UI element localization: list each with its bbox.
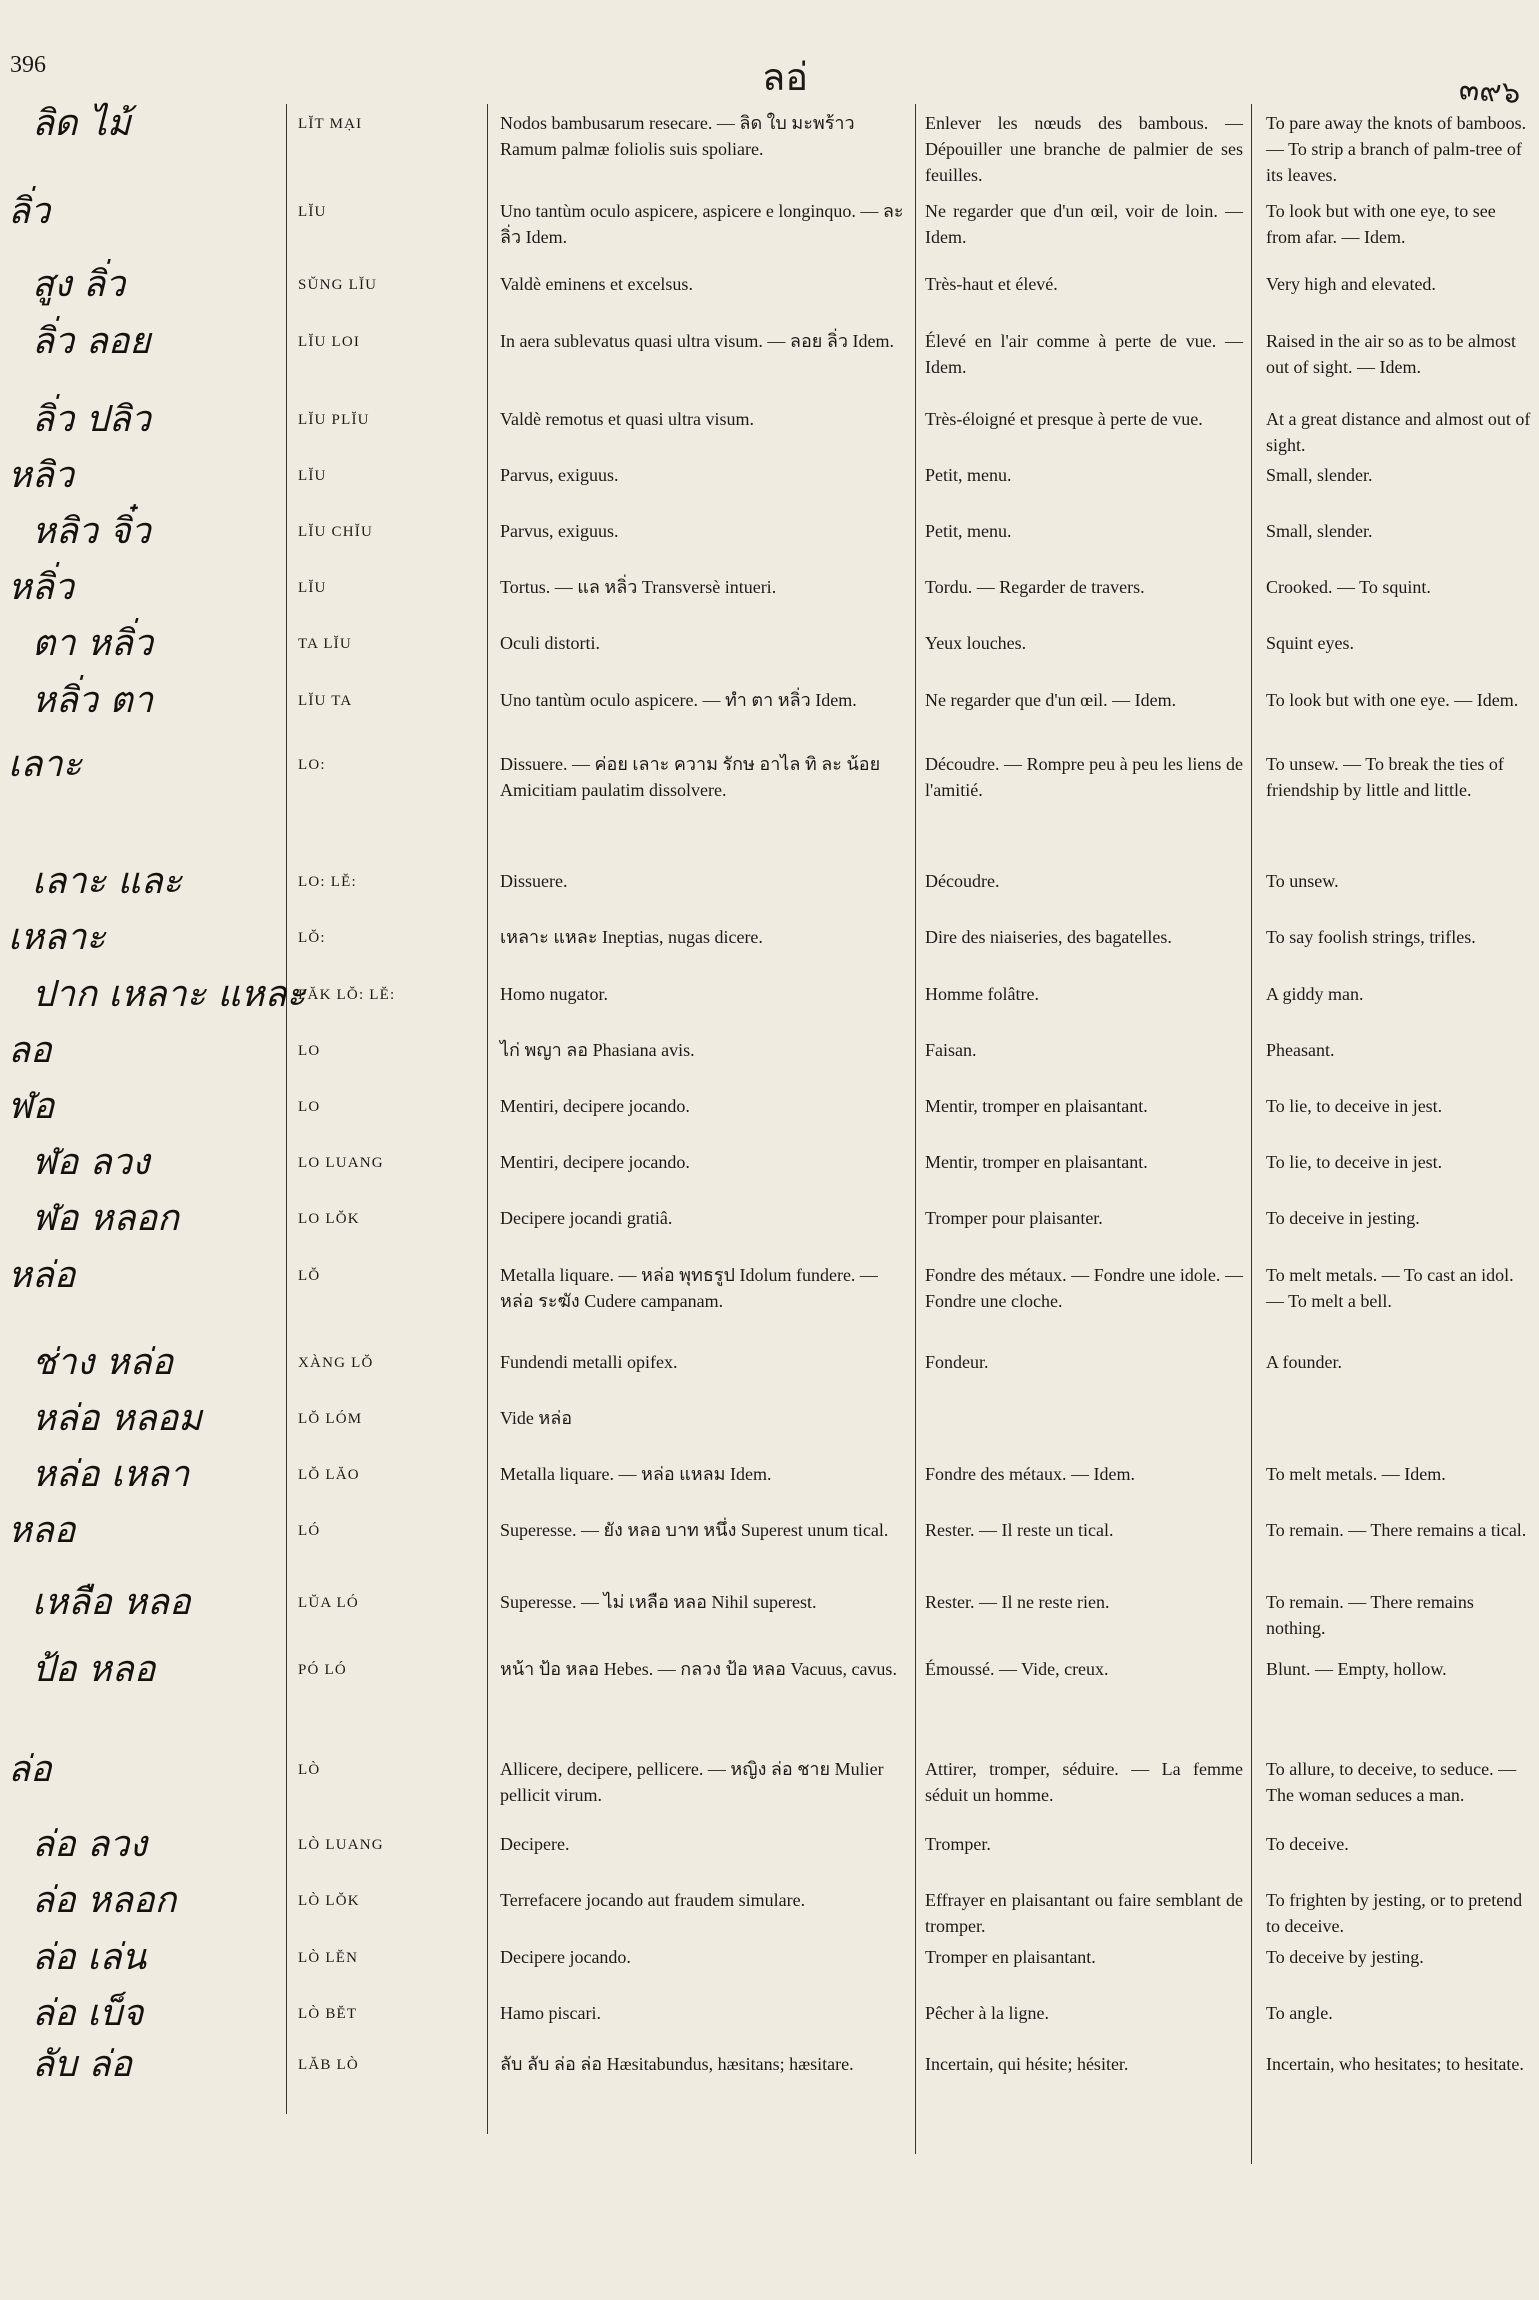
thai-headword: ลับ ล่อ [32, 2044, 133, 2085]
romanization: SŬNG LĬU [298, 277, 378, 293]
romanization: LŎ: [298, 930, 326, 946]
english-definition: To deceive. [1266, 1834, 1349, 1854]
french-definition: Faisan. [925, 1040, 977, 1060]
thai-headword: เหลาะ [8, 917, 106, 958]
latin-definition: Dissuere. — ค่อย เลาะ ความ รักษ อาไล ทิ ละ น้อย Amicitiam paulatim dissolvere. [500, 754, 881, 800]
latin-definition: ลับ ลับ ล่อ ล่อ Hæsitabundus, hæsitans; hæsitare. [500, 2054, 854, 2074]
english-definition: To look but with one eye. — Idem. [1266, 690, 1519, 710]
column-rule [915, 104, 916, 2154]
english-definition: To melt metals. — Idem. [1266, 1464, 1446, 1484]
latin-definition: เหลาะ แหละ Ineptias, nugas dicere. [500, 927, 763, 947]
thai-headword: ล่อ เล่น [32, 1937, 147, 1978]
french-definition: Découdre. — Rompre peu à peu les liens de l'amitié. [925, 754, 1243, 800]
english-definition: To remain. — There remains nothing. [1266, 1592, 1474, 1638]
french-definition: Fondre des métaux. — Fondre une idole. — Fondre une cloche. [925, 1265, 1243, 1311]
latin-definition: Homo nugator. [500, 984, 608, 1004]
french-definition: Très-éloigné et presque à perte de vue. [925, 409, 1203, 429]
english-definition: A giddy man. [1266, 984, 1364, 1004]
french-definition: Tordu. — Regarder de travers. [925, 577, 1145, 597]
romanization: LO LŎK [298, 1211, 360, 1227]
french-definition: Tromper pour plaisanter. [925, 1208, 1103, 1228]
latin-definition: Hamo piscari. [500, 2003, 601, 2023]
latin-definition: Superesse. — ไม่ เหลือ หลอ Nihil superest. [500, 1592, 817, 1612]
latin-definition: Allicere, decipere, pellicere. — หญิง ล่อ ชาย Mulier pellicit virum. [500, 1759, 884, 1805]
romanization: LO: LĔ: [298, 874, 357, 890]
romanization: LÒ LĔN [298, 1950, 359, 1966]
thai-headword: ปาก เหลาะ แหละ [32, 974, 306, 1015]
english-definition: To angle. [1266, 2003, 1333, 2023]
french-definition: Enlever les nœuds des bambous. — Dépouiller une branche de palmier de ses feuilles. [925, 113, 1243, 185]
french-definition: Rester. — Il reste un tical. [925, 1520, 1114, 1540]
thai-headword: ลิด ไม้ [32, 103, 131, 144]
romanization: LŎ [298, 1268, 321, 1284]
french-definition: Homme folâtre. [925, 984, 1039, 1004]
english-definition: To allure, to deceive, to seduce. — The woman seduces a man. [1266, 1759, 1517, 1805]
french-definition: Incertain, qui hésite; hésiter. [925, 2054, 1129, 2074]
thai-headword: ล่อ ลวง [32, 1824, 147, 1865]
english-definition: To unsew. [1266, 871, 1339, 891]
thai-headword: หลิว จิ๋ว [32, 511, 151, 552]
french-definition: Fondeur. [925, 1352, 989, 1372]
romanization: LŎ LĂO [298, 1467, 360, 1483]
english-definition: To lie, to deceive in jest. [1266, 1096, 1443, 1116]
latin-definition: Parvus, exiguus. [500, 521, 619, 541]
french-definition: Tromper. [925, 1834, 991, 1854]
thai-headword: ช่าง หล่อ [32, 1342, 174, 1383]
english-definition: Small, slender. [1266, 465, 1373, 485]
thai-headword: ล่อ หลอก [32, 1880, 177, 1921]
french-definition: Mentir, tromper en plaisantant. [925, 1152, 1148, 1172]
english-definition: To look but with one eye, to see from afar. — Idem. [1266, 201, 1496, 247]
english-definition: A founder. [1266, 1352, 1342, 1372]
english-definition: To lie, to deceive in jest. [1266, 1152, 1443, 1172]
romanization: LĬU [298, 204, 327, 220]
page-number: 396 [10, 52, 46, 78]
romanization: LO [298, 1043, 321, 1059]
thai-headword: หล่อ เหลา [32, 1454, 190, 1495]
english-definition: Crooked. — To squint. [1266, 577, 1431, 597]
french-definition: Petit, menu. [925, 521, 1012, 541]
english-definition: Incertain, who hesitates; to hesitate. [1266, 2054, 1524, 2074]
romanization: LĬU TA [298, 693, 353, 709]
latin-definition: Oculi distorti. [500, 633, 600, 653]
english-definition: To pare away the knots of bamboos. — To strip a branch of palm-tree of its leaves. [1266, 113, 1527, 185]
english-definition: Blunt. — Empty, hollow. [1266, 1659, 1447, 1679]
thai-headword: ลิ่ว [8, 191, 51, 232]
latin-definition: Decipere jocando. [500, 1947, 631, 1967]
thai-headword: หล่อ หลอม [32, 1398, 202, 1439]
latin-definition: Vide หล่อ [500, 1408, 573, 1428]
french-definition: Effrayer en plaisantant ou faire semblant de tromper. [925, 1890, 1243, 1936]
thai-headword: หลิว [8, 455, 75, 496]
latin-definition: Tortus. — แล หลิ่ว Transversè intueri. [500, 577, 777, 597]
thai-headword: ลอ [8, 1030, 52, 1071]
english-definition: To melt metals. — To cast an idol. — To melt a bell. [1266, 1265, 1514, 1311]
english-definition: To unsew. — To break the ties of friendship by little and little. [1266, 754, 1504, 800]
latin-definition: หน้า ป้อ หลอ Hebes. — กลวง ป้อ หลอ Vacuus, cavus. [500, 1659, 897, 1679]
thai-headword: เลาะ [8, 744, 82, 785]
latin-definition: Superesse. — ยัง หลอ บาท หนึ่ง Superest unum tical. [500, 1520, 889, 1540]
english-definition: Very high and elevated. [1266, 274, 1436, 294]
thai-headword: สูง ลิ่ว [32, 264, 126, 305]
romanization: LO: [298, 757, 326, 773]
thai-headword: ฬอ ลวง [32, 1142, 150, 1183]
romanization: LÒ BĔT [298, 2006, 358, 2022]
thai-headword: ฬอ [8, 1086, 55, 1127]
latin-definition: Decipere. [500, 1834, 570, 1854]
english-definition: Squint eyes. [1266, 633, 1354, 653]
french-definition: Pêcher à la ligne. [925, 2003, 1049, 2023]
latin-definition: Metalla liquare. — หล่อ แหลม Idem. [500, 1464, 772, 1484]
english-definition: To frighten by jesting, or to pretend to deceive. [1266, 1890, 1523, 1936]
romanization: LĬU LOI [298, 334, 361, 350]
english-definition: To deceive in jesting. [1266, 1208, 1420, 1228]
french-definition: Yeux louches. [925, 633, 1027, 653]
french-definition: Rester. — Il ne reste rien. [925, 1592, 1110, 1612]
french-definition: Attirer, tromper, séduire. — La femme séduit un homme. [925, 1759, 1243, 1805]
romanization: LĬU [298, 580, 327, 596]
romanization: LÒ LŎK [298, 1893, 360, 1909]
column-rule [286, 104, 287, 2114]
latin-definition: Terrefacere jocando aut fraudem simulare. [500, 1890, 806, 1910]
thai-headword: ป้อ หลอ [32, 1649, 156, 1690]
romanization: LO LUANG [298, 1155, 384, 1171]
english-definition: Pheasant. [1266, 1040, 1335, 1060]
romanization: XÀNG LŎ [298, 1355, 374, 1371]
thai-headword: ล่อ เบ็จ [32, 1993, 144, 2034]
latin-definition: Metalla liquare. — หล่อ พุทธรูป Idolum fundere. — หล่อ ระฆัง Cudere campanam. [500, 1265, 878, 1311]
romanization: LĬT MẠI [298, 116, 363, 132]
french-definition: Ne regarder que d'un œil, voir de loin. — Idem. [925, 201, 1243, 247]
thai-headword: ล่อ [8, 1749, 52, 1790]
english-definition: At a great distance and almost out of sight. [1266, 409, 1531, 455]
thai-headword: ฬอ หลอก [32, 1198, 179, 1239]
latin-definition: Parvus, exiguus. [500, 465, 619, 485]
romanization: LŎ LÓM [298, 1411, 363, 1427]
latin-definition: Uno tantùm oculo aspicere. — ทำ ตา หลิ่ว Idem. [500, 690, 857, 710]
thai-headword: เลาะ และ [32, 861, 182, 902]
romanization: LĬU PLĬU [298, 412, 370, 428]
running-head: ลอ่ [762, 55, 809, 99]
romanization: LO [298, 1099, 321, 1115]
french-definition: Tromper en plaisantant. [925, 1947, 1096, 1967]
thai-headword: หล่อ [8, 1255, 76, 1296]
thai-headword: เหลือ หลอ [32, 1582, 191, 1623]
french-definition: Fondre des métaux. — Idem. [925, 1464, 1135, 1484]
latin-definition: ไก่ พญา ลอ Phasiana avis. [500, 1040, 695, 1060]
romanization: LÓ [298, 1523, 321, 1539]
romanization: LÒ [298, 1762, 321, 1778]
latin-definition: Mentiri, decipere jocando. [500, 1096, 690, 1116]
french-definition: Petit, menu. [925, 465, 1012, 485]
french-definition: Dire des niaiseries, des bagatelles. [925, 927, 1172, 947]
thai-headword: หลอ [8, 1510, 76, 1551]
latin-definition: Dissuere. [500, 871, 568, 891]
english-definition: Small, slender. [1266, 521, 1373, 541]
french-definition: Ne regarder que d'un œil. — Idem. [925, 690, 1177, 710]
column-rule [487, 104, 488, 2134]
latin-definition: In aera sublevatus quasi ultra visum. — ลอย ลิ่ว Idem. [500, 331, 894, 351]
thai-page-number: ๓๙๖ [1458, 71, 1523, 112]
french-definition: Découdre. [925, 871, 1000, 891]
romanization: PÓ LÓ [298, 1662, 347, 1678]
latin-definition: Nodos bambusarum resecare. — ลิด ใบ มะพร้าว Ramum palmæ foliolis suis spoliare. [500, 113, 855, 159]
latin-definition: Mentiri, decipere jocando. [500, 1152, 690, 1172]
english-definition: Raised in the air so as to be almost out of sight. — Idem. [1266, 331, 1516, 377]
thai-headword: ตา หลิ่ว [32, 623, 154, 664]
thai-headword: ลิ่ว ปลิว [32, 399, 151, 440]
romanization: LŬA LÓ [298, 1595, 359, 1611]
romanization: LÒ LUANG [298, 1837, 384, 1853]
french-definition: Émoussé. — Vide, creux. [925, 1659, 1109, 1679]
romanization: LĂB LÒ [298, 2057, 359, 2073]
column-rule [1251, 104, 1252, 2164]
thai-headword: ลิ่ว ลอย [32, 321, 151, 362]
romanization: LĬU CHĬU [298, 524, 374, 540]
english-definition: To deceive by jesting. [1266, 1947, 1424, 1967]
latin-definition: Fundendi metalli opifex. [500, 1352, 678, 1372]
latin-definition: Decipere jocandi gratiâ. [500, 1208, 673, 1228]
latin-definition: Valdè remotus et quasi ultra visum. [500, 409, 754, 429]
romanization: LĬU [298, 468, 327, 484]
latin-definition: Valdè eminens et excelsus. [500, 274, 693, 294]
romanization: TA LĬU [298, 636, 352, 652]
romanization: PĂK LŎ: LĔ: [298, 987, 396, 1003]
english-definition: To say foolish strings, trifles. [1266, 927, 1476, 947]
french-definition: Élevé en l'air comme à perte de vue. — Idem. [925, 331, 1243, 377]
latin-definition: Uno tantùm oculo aspicere, aspicere e longinquo. — ละ ลิ่ว Idem. [500, 201, 904, 247]
english-definition: To remain. — There remains a tical. [1266, 1520, 1527, 1540]
thai-headword: หลิ่ว [8, 567, 75, 608]
thai-headword: หลิ่ว ตา [32, 680, 154, 721]
french-definition: Mentir, tromper en plaisantant. [925, 1096, 1148, 1116]
french-definition: Très-haut et élevé. [925, 274, 1058, 294]
